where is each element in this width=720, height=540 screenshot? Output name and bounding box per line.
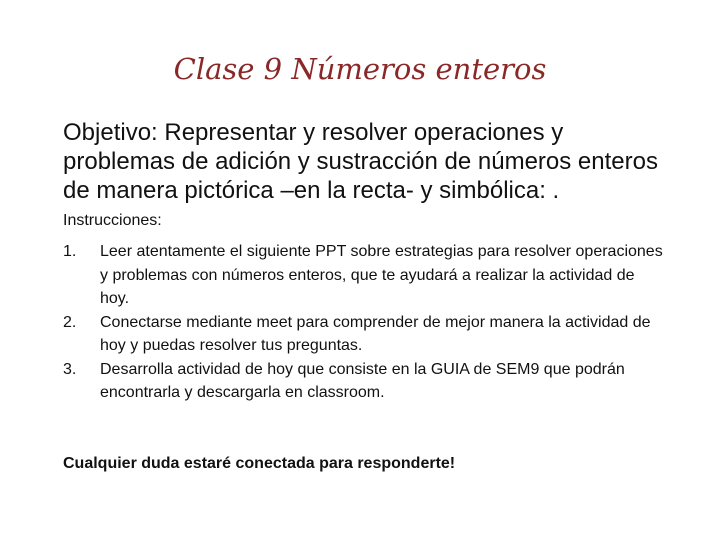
list-item	[63, 358, 663, 405]
slide-title: Clase 9 Números enteros	[173, 52, 547, 86]
list-item-number: 2.	[63, 313, 77, 331]
list-item-text: Leer atentamente el siguiente PPT sobre estrategias para resolver operaciones y problemas con números enteros, que te ayudará a realizar la actividad de hoy.	[100, 243, 663, 307]
closing-note: Cualquier duda estaré conectada para responderte!	[63, 455, 456, 472]
list-item-number: 1.	[63, 243, 77, 260]
list-item-text: Conectarse mediante meet para comprender de mejor manera la actividad de hoy y puedas resolver tus preguntas.	[100, 313, 651, 354]
instructions-label: Instrucciones:	[63, 212, 162, 229]
list-item-text: Desarrolla actividad de hoy que consiste en la GUIA de SEM9 que podrán encontrarla y descargarla en classroom.	[100, 360, 625, 401]
list-item-number: 3.	[63, 360, 77, 378]
list-item	[63, 240, 663, 311]
list-item	[63, 311, 663, 358]
objective-text: Objetivo: Representar y resolver operaciones y problemas de adición y sustracción de números enteros de manera pictórica –en la recta- y simbólica: .	[63, 119, 658, 204]
instructions-list	[63, 240, 663, 405]
